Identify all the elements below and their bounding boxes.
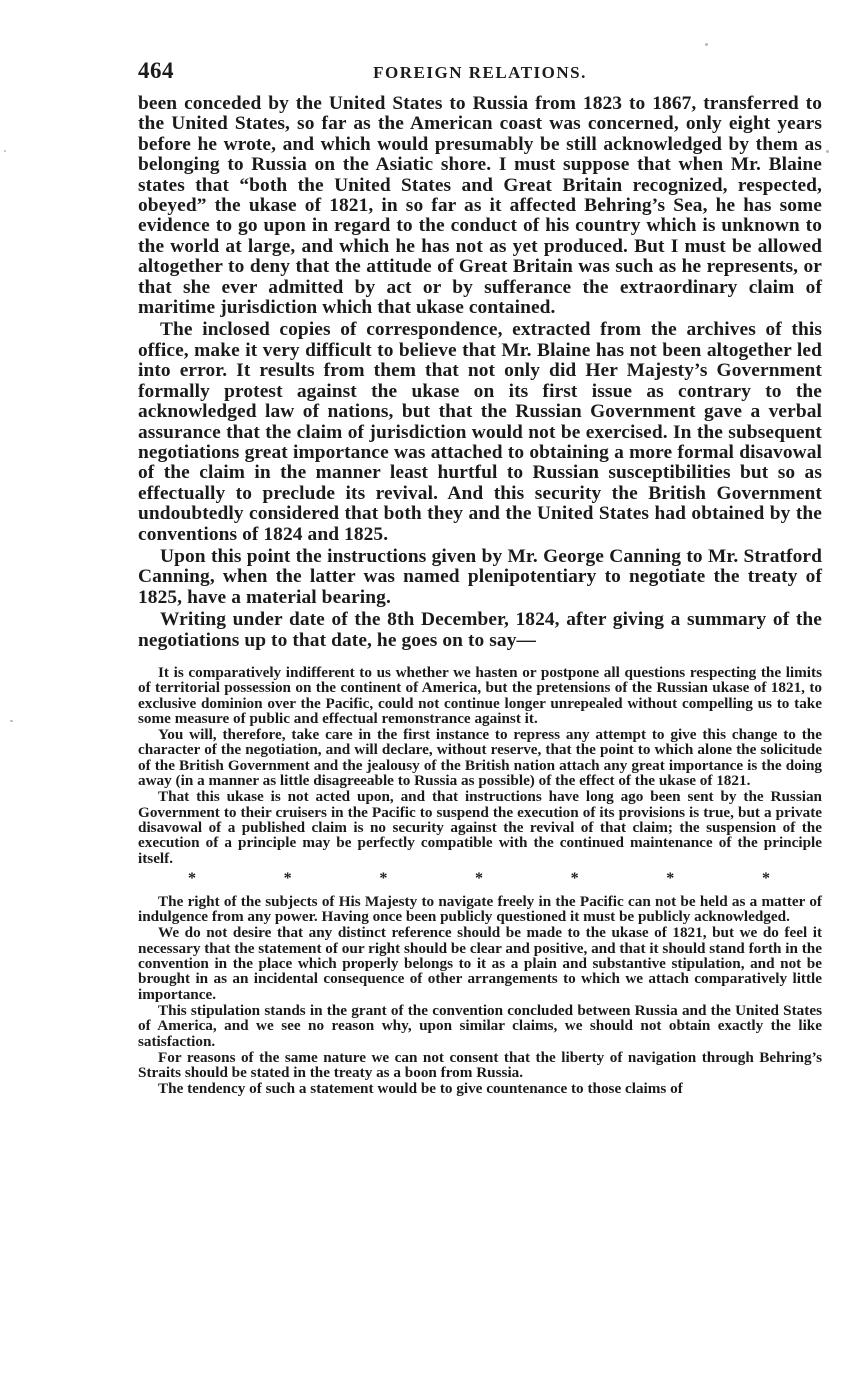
body-paragraph: Upon this point the instructions given by Mr. George Canning to Mr. Stratford Canning, when the latter was named plenipotentiary to negotiate the treaty of 1825, have a material bearing. xyxy=(138,545,822,608)
margin-speck xyxy=(705,43,708,46)
quote-paragraph: This stipulation stands in the grant of the convention concluded between Russia and the United States of America, and we see no reason why, upon similar claims, we should not obtain exactly the like satisfaction. xyxy=(138,1001,822,1050)
quote-paragraph: For reasons of the same nature we can not consent that the liberty of navigation through Behring’s Straits should be stated in the treaty as a boon from Russia. xyxy=(138,1048,822,1082)
quote-paragraph: We do not desire that any distinct reference should be made to the ukase of 1821, but we do feel it necessary that the statement of our right should be clear and positive, and that it should stand forth in the convention in the place which properly belongs to it as a plain and substantive stipulation, and not be brought in as an incidental consequence of other arrangements to which we attach comparatively little importance. xyxy=(138,924,822,1003)
quote-paragraph: The tendency of such a statement would be to give countenance to those claims of xyxy=(158,1080,683,1098)
running-head: FOREIGN RELATIONS. xyxy=(373,63,587,82)
quote-paragraph: That this ukase is not acted upon, and that instructions have long ago been sent by the Russian Government to their cruisers in the Pacific to suspend the execution of its provisions is true, but a private disavowal of a published claim is no security against the revival of that claim; the suspension of the execution of a principle may be perfectly compatible with the continued maintenance of the principle itself. xyxy=(138,788,822,867)
quote-paragraph: You will, therefore, take care in the first instance to repress any attempt to give this change to the character of the negotiation, and will declare, without reserve, that the point to which alone the solicitude of the British Government and the jealousy of the British nation attach any great importance is the doing away (in a manner as little disagreeable to Russia as possible) of the effect of the ukase of 1821. xyxy=(138,726,822,790)
margin-speck xyxy=(826,150,829,153)
ellipsis-asterisk: * xyxy=(474,869,483,887)
ellipsis-asterisk: * xyxy=(666,869,675,887)
ellipsis-asterisk: * xyxy=(379,869,388,887)
body-paragraph: Writing under date of the 8th December, 1824, after giving a summary of the negotiations up to that date, he goes on to say— xyxy=(138,609,822,651)
ellipsis-asterisk: * xyxy=(761,869,770,887)
ellipsis-asterisk: * xyxy=(188,869,196,887)
block-quotation xyxy=(138,665,822,1097)
quote-paragraph: The right of the subjects of His Majesty to navigate freely in the Pacific can not be held as a matter of indulgence from any power. Having once been publicly questioned it must be publicly acknowledged. xyxy=(138,892,822,926)
quote-paragraph: It is comparatively indifferent to us whether we hasten or postpone all questions respecting the limits of territorial possession on the continent of America, but the pretensions of the Russian ukase of 1821, to exclusive dominion over the Pacific, could not continue longer unrepealed without compelling us to take some measure of public and effectual remonstrance against it. xyxy=(138,663,822,727)
body-text xyxy=(138,94,822,651)
ellipsis-asterisk: * xyxy=(283,869,292,887)
ellipsis-asterisk: * xyxy=(570,869,579,887)
ellipsis-row xyxy=(138,871,822,887)
page-header xyxy=(138,58,822,84)
margin-speck xyxy=(10,720,13,722)
margin-speck xyxy=(4,150,6,152)
document-page xyxy=(138,58,822,1097)
page-number: 464 xyxy=(138,58,174,83)
body-paragraph: The inclosed copies of correspondence, extracted from the archives of this office, make it very difficult to believe that Mr. Blaine has not been altogether led into error. It results from them that not only did Her Majesty’s Government formally protest against the ukase on its first issue as contrary to the acknowledged law of nations, but that the Russian Government gave a verbal assurance that the claim of jurisdiction would not be exercised. In the subsequent negotiations great importance was attached to obtaining a more formal disavowal of the claim in the manner least hurtful to Russian susceptibilities but so as effectually to preclude its revival. And this security the British Government undoubtedly considered that both they and the United States had obtained by the conventions of 1824 and 1825. xyxy=(138,319,822,545)
body-paragraph: been conceded by the United States to Russia from 1823 to 1867, transferred to the United States, so far as the American coast was concerned, only eight years before he wrote, and which would presumably be still acknowledged by them as belonging to Russia on the Asiatic shore. I must suppose that when Mr. Blaine states that “both the United States and Great Britain recognized, respected, obeyed” the ukase of 1821, in so far as it affected Behring’s Sea, he has some evidence to go upon in regard to the conduct of his country which is unknown to the world at large, and which he has not as yet produced. But I must be allowed altogether to deny that the attitude of Great Britain was such as he represents, or that she ever admitted by act or by sufferance the extraordinary claim of maritime jurisdiction which that ukase contained. xyxy=(138,93,822,319)
